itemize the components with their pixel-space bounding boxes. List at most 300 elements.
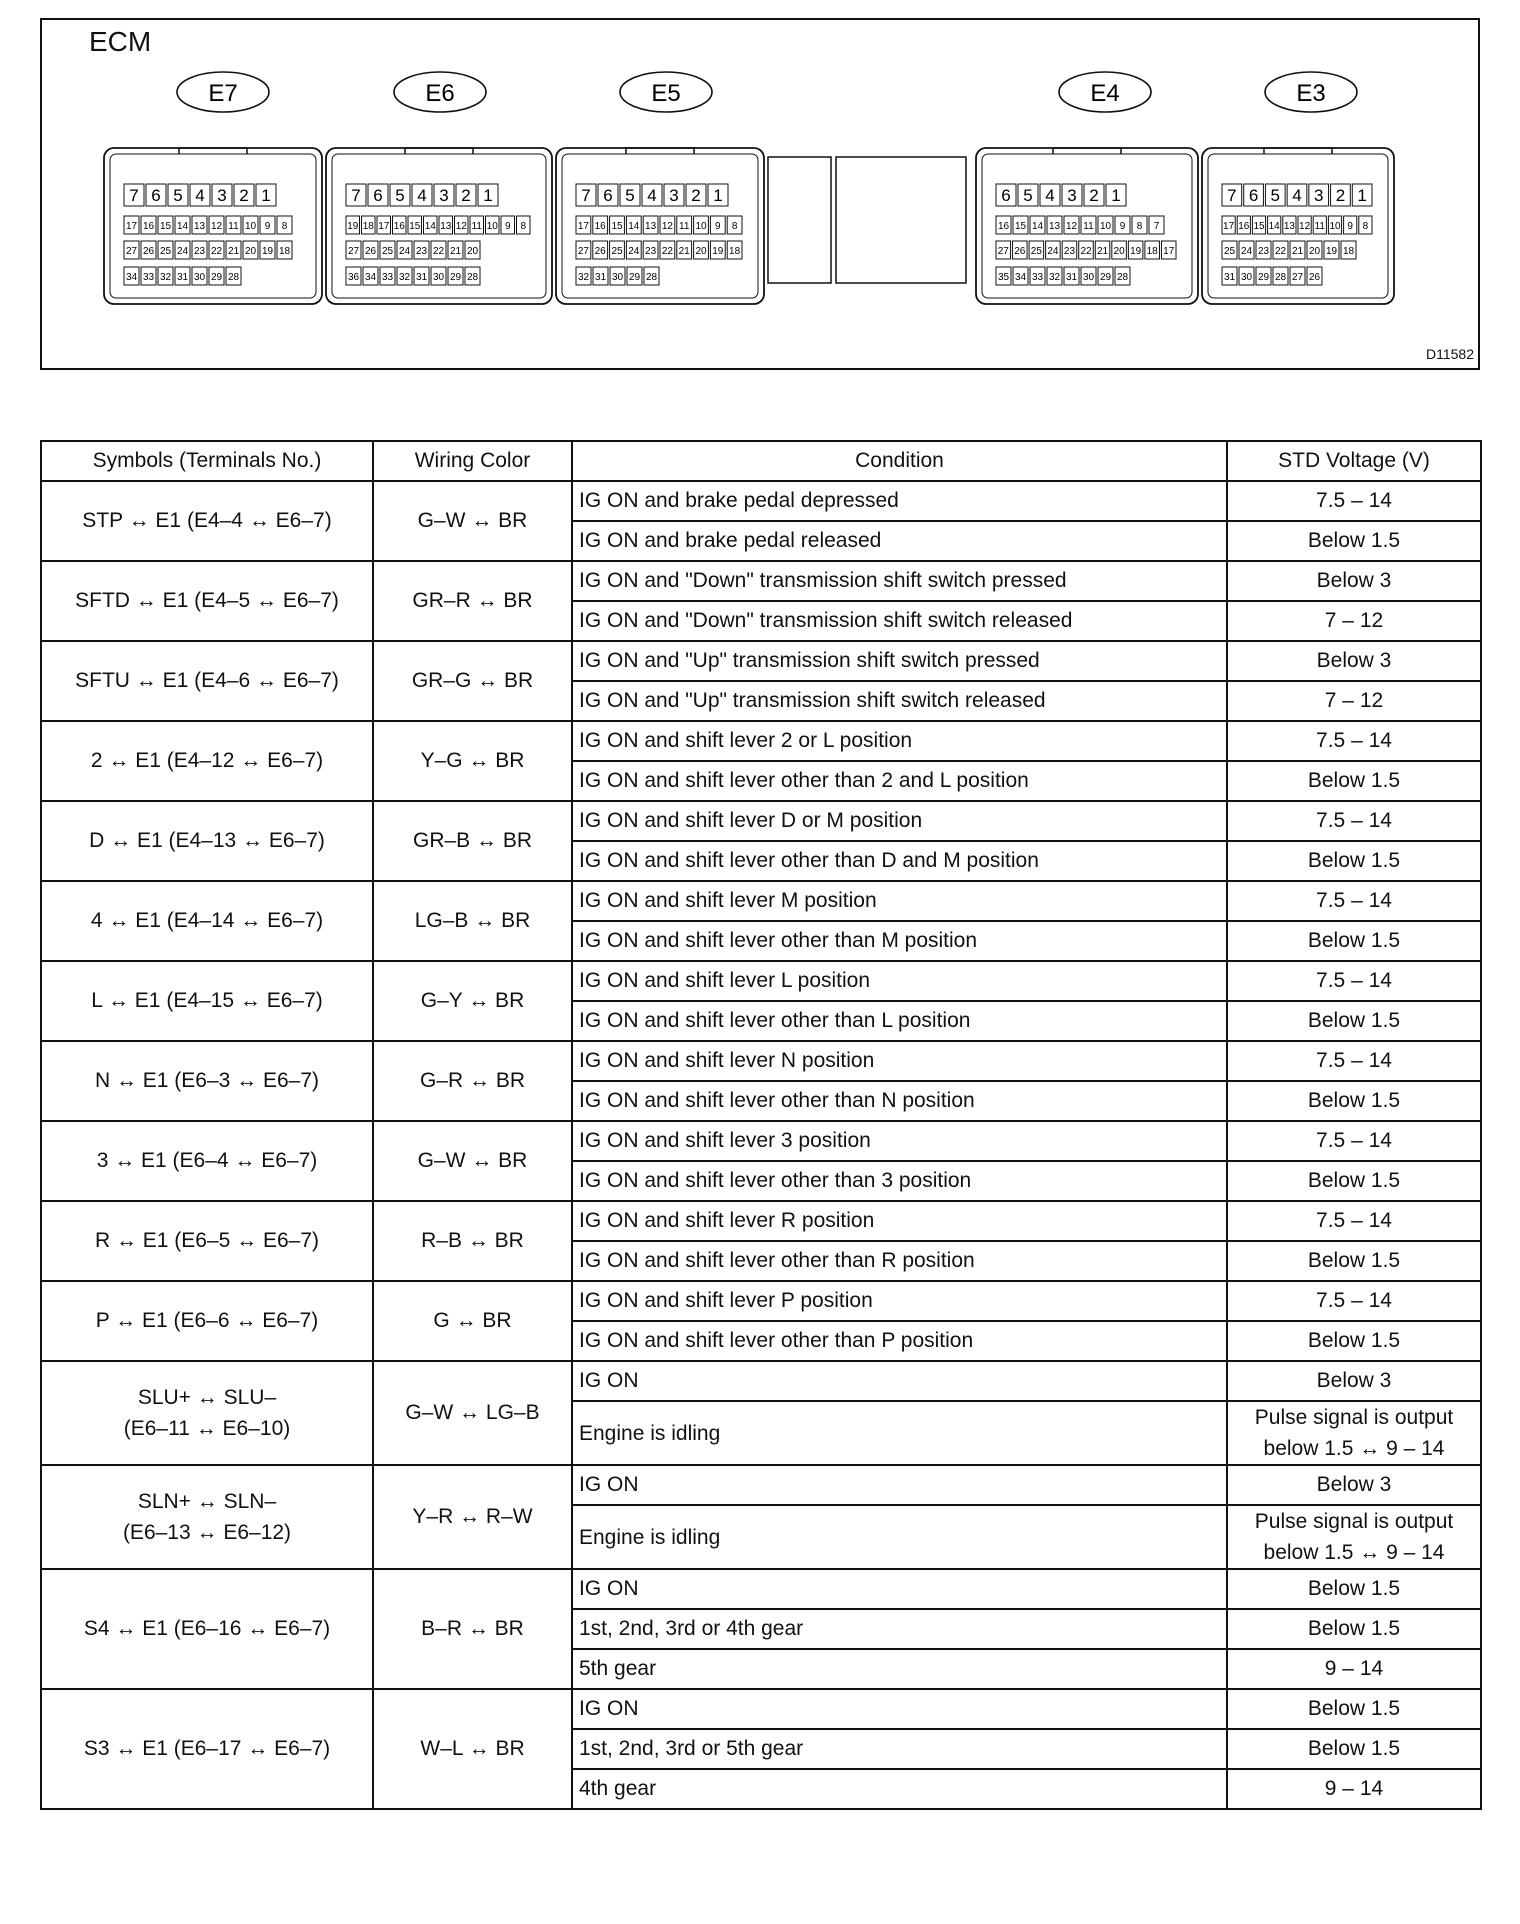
voltage-text: 7.5 – 14 [1316,1049,1392,1072]
pin-number: 33 [381,272,394,283]
voltage-text: Below 1.5 [1307,849,1401,872]
pin-number: 20 [244,246,257,257]
connector-label: E4 [1090,80,1120,107]
pin-number: 1 [713,186,723,205]
pin-number: 8 [1362,221,1369,232]
cell-std-voltage [1227,961,1481,1001]
cell-symbol [41,481,373,561]
cell-std-voltage [1227,841,1481,881]
cell-std-voltage [1227,1161,1481,1201]
pin-number: 26 [1308,272,1321,283]
pin-number: 24 [1047,246,1059,257]
cell-wiring-color: W–L ↔ BR [373,1689,572,1809]
cell-symbol [41,1121,373,1201]
pin-number: 24 [1240,246,1253,257]
cell-condition: 1st, 2nd, 3rd or 4th gear [572,1609,1227,1649]
pin-number: 26 [594,246,606,257]
cell-std-voltage [1227,1121,1481,1161]
pin-number: 12 [1065,221,1078,232]
connector-label: E5 [651,80,681,107]
connector-label: E7 [208,80,238,107]
cell-condition: IG ON [572,1689,1227,1729]
voltage-text: Below 1.5 [1307,1009,1401,1032]
pin-number: 13 [1283,221,1295,232]
voltage-text: 9 – 14 [1324,1657,1384,1680]
cell-condition: IG ON and shift lever other than L position [572,1001,1227,1041]
pin-number: 6 [1001,186,1011,205]
cell-std-voltage [1227,681,1481,721]
pin-number: 28 [227,272,240,283]
cell-symbol [41,721,373,801]
cell-std-voltage [1227,921,1481,961]
ecm-title: ECM [89,26,152,57]
cell-wiring-color: G–W ↔ BR [373,481,572,561]
pin-number: 27 [347,246,360,257]
table-row [41,801,1481,841]
cell-condition: IG ON and shift lever other than 2 and L position [572,761,1227,801]
pin-number: 1 [261,186,271,205]
cell-condition: IG ON and "Up" transmission shift switch released [572,681,1227,721]
cell-wiring-color: GR–R ↔ BR [373,561,572,641]
cell-std-voltage [1227,1505,1481,1569]
voltage-text: Below 1.5 [1307,769,1401,792]
table-row [41,881,1481,921]
cell-condition: 4th gear [572,1769,1227,1809]
pin-number: 10 [1329,221,1341,232]
table-row [41,961,1481,1001]
cell-std-voltage [1227,1689,1481,1729]
pin-number: 21 [1096,246,1109,257]
pin-number: 15 [611,221,623,232]
pin-number: 32 [1048,272,1061,283]
voltage-text: Below 1.5 [1307,529,1401,552]
pin-number: 34 [364,272,377,283]
symbol-terminals: (E6–11 ↔ E6–10) [123,1417,291,1440]
header-wiring-color: Wiring Color [373,441,572,481]
pin-number: 7 [581,186,591,205]
cell-symbol [41,1281,373,1361]
pin-number: 13 [645,221,657,232]
terminal-voltage-table [40,440,1482,1810]
pin-number: 5 [625,186,635,205]
pin-number: 7 [1153,221,1160,232]
pin-number: 17 [125,221,138,232]
table-row [41,1201,1481,1241]
pin-number: 31 [1223,272,1236,283]
pin-number: 14 [1031,221,1044,232]
cell-symbol [41,1689,373,1809]
pin-number: 12 [210,221,223,232]
voltage-text: 7.5 – 14 [1316,1209,1392,1232]
pin-number: 21 [227,246,240,257]
pin-number: 13 [440,221,452,232]
symbol-text: SFTD ↔ E1 (E4–5 ↔ E6–7) [75,589,339,612]
pin-number: 5 [1023,186,1033,205]
pin-number: 24 [398,246,411,257]
pin-number: 31 [594,272,607,283]
cell-std-voltage [1227,881,1481,921]
cell-std-voltage [1227,1321,1481,1361]
pin-number: 18 [278,246,291,257]
cell-wiring-color: LG–B ↔ BR [373,881,572,961]
pin-number: 6 [1248,186,1259,205]
pin-number: 15 [159,221,172,232]
pin-number: 27 [1291,272,1304,283]
pin-number: 5 [173,186,183,205]
blank-block [836,157,966,283]
cell-wiring-color: G–W ↔ LG–B [373,1361,572,1465]
pin-number: 29 [449,272,462,283]
pin-number: 23 [193,246,206,257]
symbol-text: P ↔ E1 (E6–6 ↔ E6–7) [95,1309,319,1332]
pin-number: 6 [151,186,161,205]
pin-number: 32 [159,272,172,283]
cell-condition: IG ON [572,1361,1227,1401]
pin-number: 9 [1347,221,1353,232]
pin-number: 14 [628,221,640,232]
pin-number: 18 [362,221,374,232]
cell-std-voltage [1227,1201,1481,1241]
cell-condition: IG ON and shift lever other than R position [572,1241,1227,1281]
pin-number: 31 [415,272,428,283]
voltage-text: 7.5 – 14 [1316,1129,1392,1152]
pin-number: 28 [466,272,479,283]
voltage-text: Pulse signal is output [1254,1510,1454,1533]
pin-number: 18 [1342,246,1355,257]
cell-symbol [41,1041,373,1121]
pin-number: 16 [997,221,1010,232]
voltage-text: 7.5 – 14 [1316,1289,1392,1312]
cell-condition: 5th gear [572,1649,1227,1689]
pin-number: 23 [1257,246,1270,257]
table-body [41,481,1481,1809]
pin-number: 24 [628,246,640,257]
voltage-text: Below 1.5 [1307,1329,1401,1352]
pin-number: 25 [611,246,623,257]
pin-number: 6 [603,186,613,205]
cell-condition: IG ON and "Down" transmission shift switch pressed [572,561,1227,601]
cell-condition: IG ON and shift lever 2 or L position [572,721,1227,761]
pin-number: 11 [1083,221,1094,232]
pin-number: 32 [577,272,590,283]
symbol-text: SLN+ ↔ SLN– [137,1490,277,1513]
pin-number: 5 [395,186,405,205]
cell-std-voltage [1227,601,1481,641]
pin-number: 14 [1268,221,1280,232]
pin-number: 32 [398,272,411,283]
pin-number: 22 [210,246,223,257]
pin-number: 30 [1240,272,1253,283]
cell-wiring-color: B–R ↔ BR [373,1569,572,1689]
pin-number: 9 [715,221,721,232]
pin-number: 16 [142,221,155,232]
pin-number: 7 [351,186,361,205]
voltage-text: 7.5 – 14 [1316,489,1392,512]
pin-number: 30 [432,272,445,283]
voltage-text: Below 1.5 [1307,1697,1401,1720]
cell-std-voltage [1227,561,1481,601]
pin-number: 30 [611,272,624,283]
voltage-text: Pulse signal is output [1254,1406,1454,1429]
pin-number: 7 [129,186,139,205]
pin-number: 2 [691,186,701,205]
pin-number: 25 [1223,246,1236,257]
pin-number: 16 [1238,221,1250,232]
cell-wiring-color: G–Y ↔ BR [373,961,572,1041]
cell-wiring-color: R–B ↔ BR [373,1201,572,1281]
pin-number: 3 [217,186,227,205]
cell-std-voltage [1227,1729,1481,1769]
pin-number: 23 [415,246,428,257]
pin-number: 7 [1227,186,1237,205]
pin-number: 1 [483,186,493,205]
pin-number: 11 [228,221,239,232]
cell-symbol [41,1465,373,1569]
pin-number: 26 [142,246,155,257]
cell-condition: IG ON and shift lever other than N position [572,1081,1227,1121]
pin-number: 10 [695,221,707,232]
pin-number: 27 [997,246,1009,257]
pin-number: 28 [1116,272,1129,283]
cell-symbol [41,1201,373,1281]
cell-std-voltage [1227,1281,1481,1321]
table-row [41,1361,1481,1401]
pin-number: 14 [424,221,436,232]
connector-e6 [326,72,552,304]
symbol-text: N ↔ E1 (E6–3 ↔ E6–7) [94,1069,320,1092]
pin-number: 6 [373,186,383,205]
pin-number: 3 [439,186,449,205]
cell-wiring-color: G ↔ BR [373,1281,572,1361]
connector-e5 [556,72,764,304]
cell-symbol [41,961,373,1041]
pin-number: 29 [1257,272,1270,283]
pin-number: 19 [712,246,724,257]
pin-number: 24 [176,246,189,257]
pin-number: 19 [1130,246,1142,257]
pin-number: 10 [244,221,257,232]
voltage-text: 9 – 14 [1324,1777,1384,1800]
pin-number: 25 [159,246,172,257]
cell-symbol [41,1361,373,1465]
pin-number: 18 [729,246,741,257]
voltage-text: 7 – 12 [1324,609,1384,632]
cell-std-voltage [1227,721,1481,761]
cell-std-voltage [1227,481,1481,521]
pin-number: 16 [393,221,405,232]
cell-condition: IG ON and shift lever R position [572,1201,1227,1241]
table-header-row [41,441,1481,481]
pin-number: 4 [1292,186,1302,205]
symbol-text: STP ↔ E1 (E4–4 ↔ E6–7) [82,509,332,532]
pin-number: 4 [195,186,205,205]
voltage-text: 7 – 12 [1324,689,1384,712]
pin-number: 21 [449,246,462,257]
table-row [41,641,1481,681]
cell-condition: IG ON [572,1569,1227,1609]
pin-number: 10 [1099,221,1112,232]
pin-number: 33 [1031,272,1044,283]
cell-condition: IG ON and shift lever N position [572,1041,1227,1081]
pin-number: 26 [364,246,377,257]
pin-number: 10 [486,221,498,232]
cell-condition: IG ON and shift lever other than P position [572,1321,1227,1361]
cell-std-voltage [1227,1041,1481,1081]
pin-number: 25 [1030,246,1042,257]
cell-condition: IG ON [572,1465,1227,1505]
connector-label: E3 [1296,80,1326,107]
pin-number: 19 [1325,246,1338,257]
pin-number: 29 [210,272,223,283]
pin-number: 1 [1111,186,1121,205]
pin-number: 2 [239,186,249,205]
cell-condition: 1st, 2nd, 3rd or 5th gear [572,1729,1227,1769]
pin-number: 2 [461,186,471,205]
voltage-text: Below 1.5 [1307,1249,1401,1272]
pin-number: 8 [731,221,738,232]
ecm-connector-panel [40,18,1480,370]
pin-number: 17 [378,221,390,232]
pin-number: 19 [347,221,359,232]
pin-number: 22 [661,246,673,257]
cell-condition: IG ON and shift lever other than M position [572,921,1227,961]
cell-condition: IG ON and brake pedal depressed [572,481,1227,521]
pin-number: 20 [1308,246,1321,257]
voltage-text: 7.5 – 14 [1316,729,1392,752]
table-row [41,1121,1481,1161]
voltage-text: 7.5 – 14 [1316,969,1392,992]
pin-number: 8 [281,221,288,232]
cell-condition: IG ON and shift lever D or M position [572,801,1227,841]
cell-std-voltage [1227,641,1481,681]
symbol-text: SFTU ↔ E1 (E4–6 ↔ E6–7) [75,669,339,692]
cell-condition: IG ON and shift lever M position [572,881,1227,921]
voltage-text: Below 1.5 [1307,1169,1401,1192]
pin-number: 2 [1335,186,1346,205]
pin-number: 20 [466,246,479,257]
pin-number: 34 [125,272,138,283]
table-row [41,721,1481,761]
connector-e7 [104,72,322,304]
pin-number: 12 [661,221,673,232]
cell-std-voltage [1227,1361,1481,1401]
pin-number: 4 [417,186,427,205]
table-row [41,1465,1481,1505]
table-row [41,561,1481,601]
symbol-text: S4 ↔ E1 (E6–16 ↔ E6–7) [83,1617,331,1640]
pin-number: 11 [679,221,690,232]
pin-number: 26 [1014,246,1026,257]
cell-symbol [41,641,373,721]
pin-number: 15 [1014,221,1027,232]
pin-number: 30 [193,272,206,283]
pin-number: 2 [1089,186,1099,205]
voltage-text: Below 1.5 [1307,1577,1401,1600]
pin-number: 33 [142,272,155,283]
symbol-text: SLU+ ↔ SLU– [137,1386,277,1409]
pin-number: 23 [1063,246,1076,257]
voltage-text: Below 1.5 [1307,1089,1401,1112]
table-row [41,1689,1481,1729]
pin-number: 20 [695,246,707,257]
cell-std-voltage [1227,1241,1481,1281]
pin-number: 8 [1136,221,1143,232]
voltage-text: Below 1.5 [1307,929,1401,952]
pin-number: 18 [1146,246,1158,257]
connector-label: E6 [425,80,455,107]
cell-condition: IG ON and shift lever 3 position [572,1121,1227,1161]
pin-number: 13 [1048,221,1061,232]
table-row [41,1281,1481,1321]
pin-number: 9 [264,221,271,232]
blank-block [768,157,831,283]
voltage-text: Below 3 [1316,569,1392,592]
ecm-connector-diagram [42,20,1478,368]
pin-number: 4 [647,186,657,205]
pin-number: 31 [1065,272,1078,283]
cell-std-voltage [1227,1465,1481,1505]
pin-number: 16 [594,221,606,232]
cell-std-voltage [1227,1769,1481,1809]
pin-number: 23 [645,246,657,257]
pin-number: 15 [409,221,421,232]
voltage-text: Below 1.5 [1307,1737,1401,1760]
symbol-text: 2 ↔ E1 (E4–12 ↔ E6–7) [90,749,324,772]
table-row [41,1041,1481,1081]
cell-wiring-color: Y–G ↔ BR [373,721,572,801]
cell-wiring-color: G–R ↔ BR [373,1041,572,1121]
pin-number: 5 [1270,186,1281,205]
pin-number: 3 [1313,186,1324,205]
pin-number: 29 [1099,272,1112,283]
pin-number: 31 [176,272,189,283]
pin-number: 29 [628,272,641,283]
symbol-text: D ↔ E1 (E4–13 ↔ E6–7) [89,829,325,852]
pin-number: 21 [678,246,690,257]
symbol-text: S3 ↔ E1 (E6–17 ↔ E6–7) [83,1737,331,1760]
pin-number: 22 [432,246,445,257]
symbol-text: R ↔ E1 (E6–5 ↔ E6–7) [94,1229,320,1252]
cell-std-voltage [1227,761,1481,801]
cell-wiring-color: GR–B ↔ BR [373,801,572,881]
symbol-text: L ↔ E1 (E4–15 ↔ E6–7) [91,989,323,1012]
pin-number: 34 [1014,272,1027,283]
pin-number: 36 [347,272,360,283]
pin-number: 35 [997,272,1010,283]
table-row [41,481,1481,521]
pin-number: 17 [1223,221,1235,232]
pin-number: 25 [381,246,394,257]
cell-symbol [41,1569,373,1689]
cell-condition: IG ON and shift lever other than D and M position [572,841,1227,881]
pin-number: 3 [669,186,679,205]
cell-condition: IG ON and "Up" transmission shift switch pressed [572,641,1227,681]
cell-condition: IG ON and brake pedal released [572,521,1227,561]
cell-std-voltage [1227,521,1481,561]
pin-number: 20 [1113,246,1125,257]
voltage-text-line2: below 1.5 ↔ 9 – 14 [1263,1437,1445,1460]
cell-condition: IG ON and shift lever P position [572,1281,1227,1321]
pin-number: 28 [645,272,658,283]
voltage-text-line2: below 1.5 ↔ 9 – 14 [1263,1541,1445,1564]
cell-wiring-color: Y–R ↔ R–W [373,1465,572,1569]
connector-e4 [976,72,1198,304]
pin-number: 27 [125,246,138,257]
pin-number: 12 [455,221,467,232]
cell-symbol [41,561,373,641]
cell-symbol [41,881,373,961]
pin-number: 12 [1299,221,1311,232]
